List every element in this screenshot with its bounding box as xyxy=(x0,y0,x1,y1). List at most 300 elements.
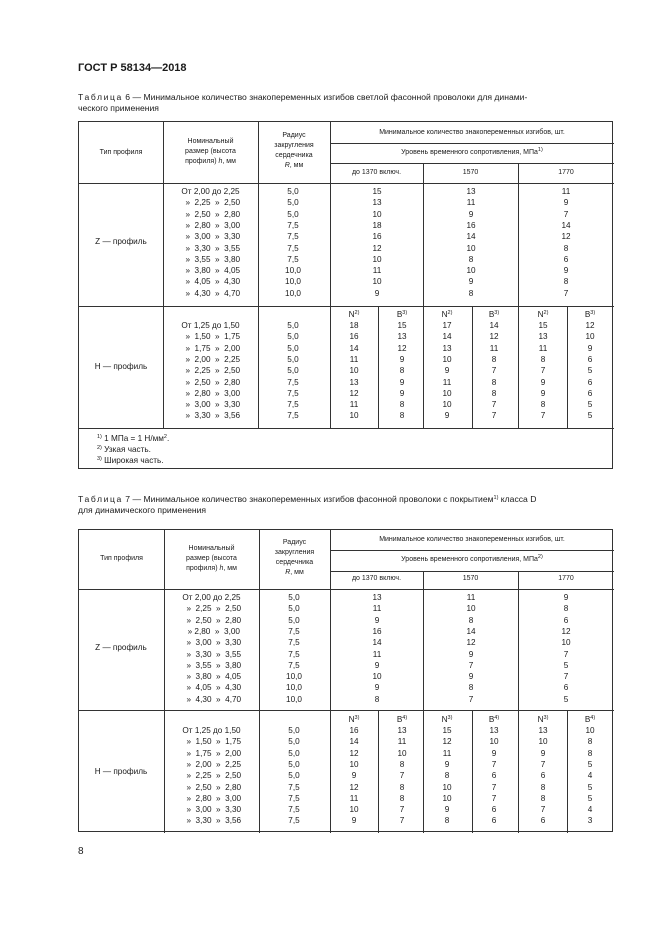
bend-count: 5 xyxy=(587,400,593,410)
footnote-ref: 3) xyxy=(402,310,408,316)
table6-footnote-2: $^{2)}$ Узкая часть. xyxy=(97,445,151,454)
bend-count: 7 xyxy=(491,793,497,803)
radius-value: 7,5 xyxy=(287,254,299,264)
table6-col-size: Номинальный размер (высота профиля) h, мм xyxy=(185,138,236,165)
bend-count: 16 xyxy=(349,726,359,735)
size-range: » 2,00 » 2,25 xyxy=(181,759,242,769)
table7-col-radius: Радиус закругления сердечника R, мм xyxy=(274,539,315,576)
bend-count: 10 xyxy=(442,793,452,803)
size-range: » 4,05 » 4,30 xyxy=(180,277,241,287)
bend-count: 8 xyxy=(444,771,450,781)
bend-count: 13 xyxy=(397,726,407,735)
bend-count: 6 xyxy=(491,816,497,826)
size-range: » 2,80 » 3,00 xyxy=(180,220,241,230)
table6-col-min-bends: Минимальное количество знакопеременных изгибов, шт. xyxy=(379,129,565,136)
bend-count: 10 xyxy=(442,354,452,364)
radius-value: 7,5 xyxy=(287,232,299,242)
bend-count: 8 xyxy=(468,288,474,298)
radius-value: 5,0 xyxy=(287,187,299,196)
bend-count: 9 xyxy=(399,388,405,398)
table7-col-level: Уровень временного сопротивления, МПа$^{2)}$ xyxy=(401,554,543,563)
table-row xyxy=(79,231,614,242)
bend-count: 11 xyxy=(349,354,359,364)
radius-value: 5,0 xyxy=(287,332,299,342)
bend-count: 13 xyxy=(442,343,452,353)
radius-value: 10,0 xyxy=(286,694,302,704)
b-wide-header xyxy=(570,309,610,320)
size-range: От 2,00 до 2,25 xyxy=(182,593,241,602)
footnote-ref: 2) xyxy=(447,310,453,316)
radius-value: 7,5 xyxy=(288,626,300,636)
radius-value: 5,0 xyxy=(288,737,300,747)
radius-value: 7,5 xyxy=(287,388,299,398)
radius-value: 7,5 xyxy=(288,649,300,659)
table6-col-level: Уровень временного сопротивления, МПа$^{1)}$ xyxy=(401,147,543,156)
radius-value: 10,0 xyxy=(286,683,302,693)
table-row xyxy=(79,209,614,220)
bend-count: 9 xyxy=(351,816,357,826)
radius-value: 7,5 xyxy=(288,782,300,792)
table-row xyxy=(79,759,614,770)
b-wide-header xyxy=(382,309,422,320)
bend-count: 12 xyxy=(397,343,407,353)
bend-count: 13 xyxy=(538,726,548,735)
table-row xyxy=(79,660,614,671)
table7 xyxy=(78,529,613,832)
bend-count: 18 xyxy=(372,220,382,230)
table-row xyxy=(79,736,614,747)
table6-footnote-1: $^{1)}$ 1 МПа = 1 $Н/мм^2$. xyxy=(97,434,170,443)
bend-count: 12 xyxy=(349,782,359,792)
bend-count: 7 xyxy=(540,366,546,376)
bend-count: 16 xyxy=(372,232,382,242)
table7-caption-line2: для динамического применения xyxy=(78,505,207,515)
bend-count: 12 xyxy=(349,748,359,758)
bend-count: 10 xyxy=(585,726,595,735)
bend-count: 9 xyxy=(351,771,357,781)
size-range: » 2,25 » 2,50 xyxy=(181,771,242,781)
bend-count: 13 xyxy=(489,726,499,735)
bend-count: 11 xyxy=(466,593,476,602)
bend-count: 7 xyxy=(399,805,405,815)
bend-count: 11 xyxy=(442,748,452,758)
table-row xyxy=(79,343,614,354)
footnote-ref: 2) xyxy=(354,310,360,316)
bend-count: 13 xyxy=(397,332,407,342)
bend-count: 18 xyxy=(349,321,359,330)
bend-count: 9 xyxy=(540,748,546,758)
size-range: » 3,30 » 3,55 xyxy=(180,243,241,253)
n-narrow-header xyxy=(334,309,374,320)
bend-count: 14 xyxy=(372,638,382,648)
table-row xyxy=(79,682,614,693)
table6 xyxy=(78,121,613,469)
bend-count: 12 xyxy=(585,321,595,330)
bend-count: 14 xyxy=(489,321,499,330)
radius-value: 5,0 xyxy=(287,198,299,208)
label: B xyxy=(396,715,403,724)
size-range: » 1,75 » 2,00 xyxy=(180,343,241,353)
size-range: » 2,25 » 2,50 xyxy=(180,198,241,208)
bend-count: 10 xyxy=(349,366,359,376)
bend-count: 7 xyxy=(563,672,569,682)
bend-count: 11 xyxy=(397,737,407,747)
bend-count: 9 xyxy=(468,209,474,219)
table-row xyxy=(79,649,614,660)
bend-count: 7 xyxy=(491,400,497,410)
radius-value: 7,5 xyxy=(287,243,299,253)
bend-count: 10 xyxy=(466,266,476,276)
bend-count: 8 xyxy=(399,782,405,792)
table6-group-1370: до 1370 включ. xyxy=(351,169,402,176)
radius-value: 5,0 xyxy=(288,748,300,758)
bend-count: 8 xyxy=(540,354,546,364)
bend-count: 10 xyxy=(561,638,571,648)
radius-value: 7,5 xyxy=(288,793,300,803)
bend-count: 10 xyxy=(349,759,359,769)
bend-count: 10 xyxy=(466,604,476,614)
bend-count: 8 xyxy=(399,793,405,803)
table-row xyxy=(79,186,614,197)
label: B xyxy=(584,310,591,319)
table-row xyxy=(79,804,614,815)
radius-value: 7,5 xyxy=(287,400,299,410)
table7-group-1570: 1570 xyxy=(462,575,479,582)
bend-count: 6 xyxy=(587,377,593,387)
size-range: » 4,05 » 4,30 xyxy=(181,683,242,693)
bend-count: 15 xyxy=(372,187,382,196)
bend-count: 7 xyxy=(540,759,546,769)
table6-footnote-3: $^{3)}$ Широкая часть. xyxy=(97,456,164,465)
bend-count: 7 xyxy=(563,209,569,219)
size-range: От 1,25 до 1,50 xyxy=(181,321,240,330)
bend-count: 8 xyxy=(468,683,474,693)
size-range: » 3,55 » 3,80 xyxy=(181,660,242,670)
size-range: » 1,75 » 2,00 xyxy=(181,748,242,758)
bend-count: 11 xyxy=(372,604,382,614)
bend-count: 9 xyxy=(399,377,405,387)
label: N xyxy=(348,310,355,319)
table7-caption-text: — Минимальное количество знакопеременных изгибов фасонной проволоки с покрытием xyxy=(130,494,494,504)
bend-count: 11 xyxy=(442,377,452,387)
bend-count: 8 xyxy=(399,759,405,769)
bend-count: 9 xyxy=(374,660,380,670)
size-range: » 2,50 » 2,80 xyxy=(180,209,241,219)
table7-col-min-bends: Минимальное количество знакопеременных изгибов, шт. xyxy=(379,536,565,543)
table6-h-subheader xyxy=(79,309,614,320)
table6-group-1570: 1570 xyxy=(462,169,479,176)
bend-count: 9 xyxy=(540,377,546,387)
bend-count: 5 xyxy=(563,694,569,704)
footnote-ref: 4) xyxy=(402,715,408,721)
bend-count: 10 xyxy=(397,748,407,758)
table6-caption-prefix: Таблица xyxy=(78,92,123,102)
bend-count: 14 xyxy=(349,737,359,747)
bend-count: 7 xyxy=(399,816,405,826)
table-row xyxy=(79,770,614,781)
bend-count: 17 xyxy=(442,321,452,330)
bend-count: 10 xyxy=(466,243,476,253)
size-range: » 3,55 » 3,80 xyxy=(180,254,241,264)
table6-z-profile-label: Z — профиль xyxy=(95,237,147,246)
label: B xyxy=(584,715,591,724)
bend-count: 16 xyxy=(466,220,476,230)
label: N xyxy=(537,310,544,319)
bend-count: 12 xyxy=(466,638,476,648)
table7-caption-num: 7 xyxy=(125,494,131,504)
bend-count: 6 xyxy=(563,615,569,625)
bend-count: 16 xyxy=(372,626,382,636)
bend-count: 13 xyxy=(538,332,548,342)
table6-col-profile: Тип профиля xyxy=(99,149,143,156)
size-range: » 2,25 » 2,50 xyxy=(180,366,241,376)
size-range: » 2,00 » 2,25 xyxy=(180,354,241,364)
table-row xyxy=(79,815,614,826)
radius-value: 5,0 xyxy=(287,321,299,330)
table-row xyxy=(79,626,614,637)
bend-count: 10 xyxy=(349,411,359,421)
table-row xyxy=(79,276,614,287)
table-row xyxy=(79,694,614,705)
b-wide-header xyxy=(382,714,422,725)
table-row xyxy=(79,637,614,648)
label: N xyxy=(348,715,355,724)
bend-count: 10 xyxy=(442,388,452,398)
bend-count: 9 xyxy=(444,411,450,421)
table-row xyxy=(79,331,614,342)
radius-value: 5,0 xyxy=(287,209,299,219)
n-narrow-header xyxy=(427,309,467,320)
label: B xyxy=(488,310,495,319)
radius-value: 10,0 xyxy=(285,288,301,298)
bend-count: 5 xyxy=(587,793,593,803)
table6-caption xyxy=(78,92,615,114)
size-range: » 2,80 » 3,00 xyxy=(183,626,240,636)
bend-count: 4 xyxy=(587,771,593,781)
radius-value: 10,0 xyxy=(285,277,301,287)
bend-count: 5 xyxy=(587,759,593,769)
table-row xyxy=(79,592,614,603)
bend-count: 10 xyxy=(538,737,548,747)
bend-count: 12 xyxy=(561,626,571,636)
bend-count: 10 xyxy=(372,209,382,219)
table-row xyxy=(79,725,614,736)
bend-count: 11 xyxy=(349,793,359,803)
table7-caption-prefix: Таблица xyxy=(78,494,123,504)
bend-count: 9 xyxy=(468,277,474,287)
bend-count: 6 xyxy=(563,683,569,693)
bend-count: 12 xyxy=(349,388,359,398)
bend-count: 9 xyxy=(563,593,569,602)
bend-count: 5 xyxy=(587,411,593,421)
bend-count: 14 xyxy=(466,626,476,636)
bend-count: 10 xyxy=(372,672,382,682)
bend-count: 7 xyxy=(540,411,546,421)
bend-count: 8 xyxy=(399,411,405,421)
bend-count: 10 xyxy=(489,737,499,747)
size-range: » 1,50 » 1,75 xyxy=(180,332,241,342)
bend-count: 14 xyxy=(561,220,571,230)
bend-count: 8 xyxy=(563,604,569,614)
bend-count: 8 xyxy=(563,243,569,253)
bend-count: 5 xyxy=(587,366,593,376)
b-wide-header xyxy=(570,714,610,725)
bend-count: 10 xyxy=(442,400,452,410)
size-range: От 1,25 до 1,50 xyxy=(182,726,241,735)
table-row xyxy=(79,377,614,388)
radius-value: 7,5 xyxy=(288,816,300,826)
bend-count: 8 xyxy=(444,816,450,826)
size-range: » 4,30 » 4,70 xyxy=(181,694,242,704)
radius-value: 7,5 xyxy=(287,411,299,421)
bend-count: 8 xyxy=(563,277,569,287)
bend-count: 9 xyxy=(374,615,380,625)
bend-count: 6 xyxy=(540,816,546,826)
radius-value: 7,5 xyxy=(288,660,300,670)
table-row xyxy=(79,243,614,254)
bend-count: 7 xyxy=(491,759,497,769)
label: B xyxy=(488,715,495,724)
table-row xyxy=(79,220,614,231)
size-range: » 4,30 » 4,70 xyxy=(180,288,241,298)
size-range: » 3,30 » 3,56 xyxy=(181,816,242,826)
table7-caption: Таблица 7 — Минимальное количество знакопеременных изгибов фасонной проволоки с покрытием$^{1)}$ класса D для динамического применения xyxy=(78,494,537,515)
radius-value: 5,0 xyxy=(287,366,299,376)
bend-count: 6 xyxy=(563,254,569,264)
footnote-ref: 3) xyxy=(590,310,596,316)
bend-count: 11 xyxy=(466,198,476,208)
bend-count: 9 xyxy=(563,266,569,276)
bend-count: 9 xyxy=(444,366,450,376)
bend-count: 8 xyxy=(468,254,474,264)
bend-count: 12 xyxy=(442,737,452,747)
table-row xyxy=(79,365,614,376)
footnote-ref: 3) xyxy=(354,715,360,721)
bend-count: 7 xyxy=(491,782,497,792)
bend-count: 15 xyxy=(442,726,452,735)
size-range: » 2,50 » 2,80 xyxy=(181,782,242,792)
bend-count: 6 xyxy=(491,771,497,781)
bend-count: 6 xyxy=(587,388,593,398)
bend-count: 11 xyxy=(561,187,571,196)
size-range: » 3,30 » 3,56 xyxy=(180,411,241,421)
footnote-ref: 3) xyxy=(447,715,453,721)
table-row xyxy=(79,320,614,331)
label: N xyxy=(537,715,544,724)
label: N xyxy=(441,715,448,724)
bend-count: 8 xyxy=(540,400,546,410)
bend-count: 3 xyxy=(587,816,593,826)
b-wide-header xyxy=(474,309,514,320)
bend-count: 9 xyxy=(587,343,593,353)
table7-group-1370: до 1370 включ. xyxy=(351,575,402,582)
footnote-ref: 3) xyxy=(543,715,549,721)
n-narrow-header xyxy=(523,309,563,320)
table6-col-radius: Радиус закругления сердечника R, мм xyxy=(274,132,314,169)
n-narrow-header xyxy=(427,714,467,725)
radius-value: 5,0 xyxy=(288,593,300,602)
bend-count: 10 xyxy=(372,254,382,264)
table-row xyxy=(79,354,614,365)
bend-count: 12 xyxy=(561,232,571,242)
size-range: » 3,30 » 3,55 xyxy=(181,649,242,659)
bend-count: 13 xyxy=(349,377,359,387)
radius-value: 5,0 xyxy=(288,771,300,781)
size-range: » 3,00 » 3,30 xyxy=(180,232,241,242)
bend-count: 7 xyxy=(468,660,474,670)
bend-count: 5 xyxy=(587,782,593,792)
bend-count: 7 xyxy=(563,288,569,298)
size-range: » 2,80 » 3,00 xyxy=(180,388,241,398)
bend-count: 6 xyxy=(491,805,497,815)
bend-count: 9 xyxy=(374,683,380,693)
radius-value: 7,5 xyxy=(287,220,299,230)
bend-count: 8 xyxy=(374,694,380,704)
bend-count: 14 xyxy=(466,232,476,242)
bend-count: 10 xyxy=(585,332,595,342)
bend-count: 8 xyxy=(587,737,593,747)
bend-count: 15 xyxy=(538,321,548,330)
bend-count: 8 xyxy=(491,354,497,364)
bend-count: 9 xyxy=(374,288,380,298)
size-range: От 2,00 до 2,25 xyxy=(181,187,240,196)
table-row xyxy=(79,388,614,399)
b-wide-header xyxy=(474,714,514,725)
table7-h-profile-label: H — профиль xyxy=(94,767,148,776)
n-narrow-header xyxy=(523,714,563,725)
table-row xyxy=(79,197,614,208)
footnote-ref: 2) xyxy=(543,310,549,316)
radius-value: 5,0 xyxy=(288,604,300,614)
radius-value: 7,5 xyxy=(288,805,300,815)
bend-count: 9 xyxy=(444,805,450,815)
bend-count: 13 xyxy=(466,187,476,196)
radius-value: 5,0 xyxy=(288,615,300,625)
bend-count: 9 xyxy=(399,354,405,364)
label: N xyxy=(441,310,448,319)
bend-count: 8 xyxy=(399,366,405,376)
table-row xyxy=(79,410,614,421)
table6-group-1770: 1770 xyxy=(558,169,574,176)
table-row xyxy=(79,671,614,682)
table6-caption-text: — Минимальное количество знакопеременных изгибов светлой фасонной проволоки для динами- xyxy=(130,92,528,102)
footnote-ref: 4) xyxy=(494,715,500,721)
table-row xyxy=(79,615,614,626)
bend-count: 11 xyxy=(372,649,382,659)
size-range: » 2,80 » 3,00 xyxy=(181,793,242,803)
size-range: » 3,80 » 4,05 xyxy=(181,672,242,682)
bend-count: 8 xyxy=(468,615,474,625)
bend-count: 9 xyxy=(540,388,546,398)
size-range: » 2,25 » 2,50 xyxy=(181,604,242,614)
bend-count: 9 xyxy=(491,748,497,758)
radius-value: 7,5 xyxy=(288,638,300,648)
footnote-ref: 3) xyxy=(494,310,500,316)
table7-group-1770: 1770 xyxy=(558,575,574,582)
size-range: » 3,00 » 3,30 xyxy=(180,400,241,410)
table7-z-profile-label: Z — профиль xyxy=(95,643,147,652)
bend-count: 6 xyxy=(587,354,593,364)
table7-col-size: Номинальный размер (высота профиля) h, мм xyxy=(186,545,237,572)
bend-count: 11 xyxy=(538,343,548,353)
table6-caption-num: 6 xyxy=(125,92,131,102)
size-range: » 2,50 » 2,80 xyxy=(180,377,241,387)
size-range: » 3,00 » 3,30 xyxy=(181,805,242,815)
bend-count: 9 xyxy=(468,672,474,682)
bend-count: 10 xyxy=(349,805,359,815)
bend-count: 7 xyxy=(491,366,497,376)
bend-count: 14 xyxy=(442,332,452,342)
